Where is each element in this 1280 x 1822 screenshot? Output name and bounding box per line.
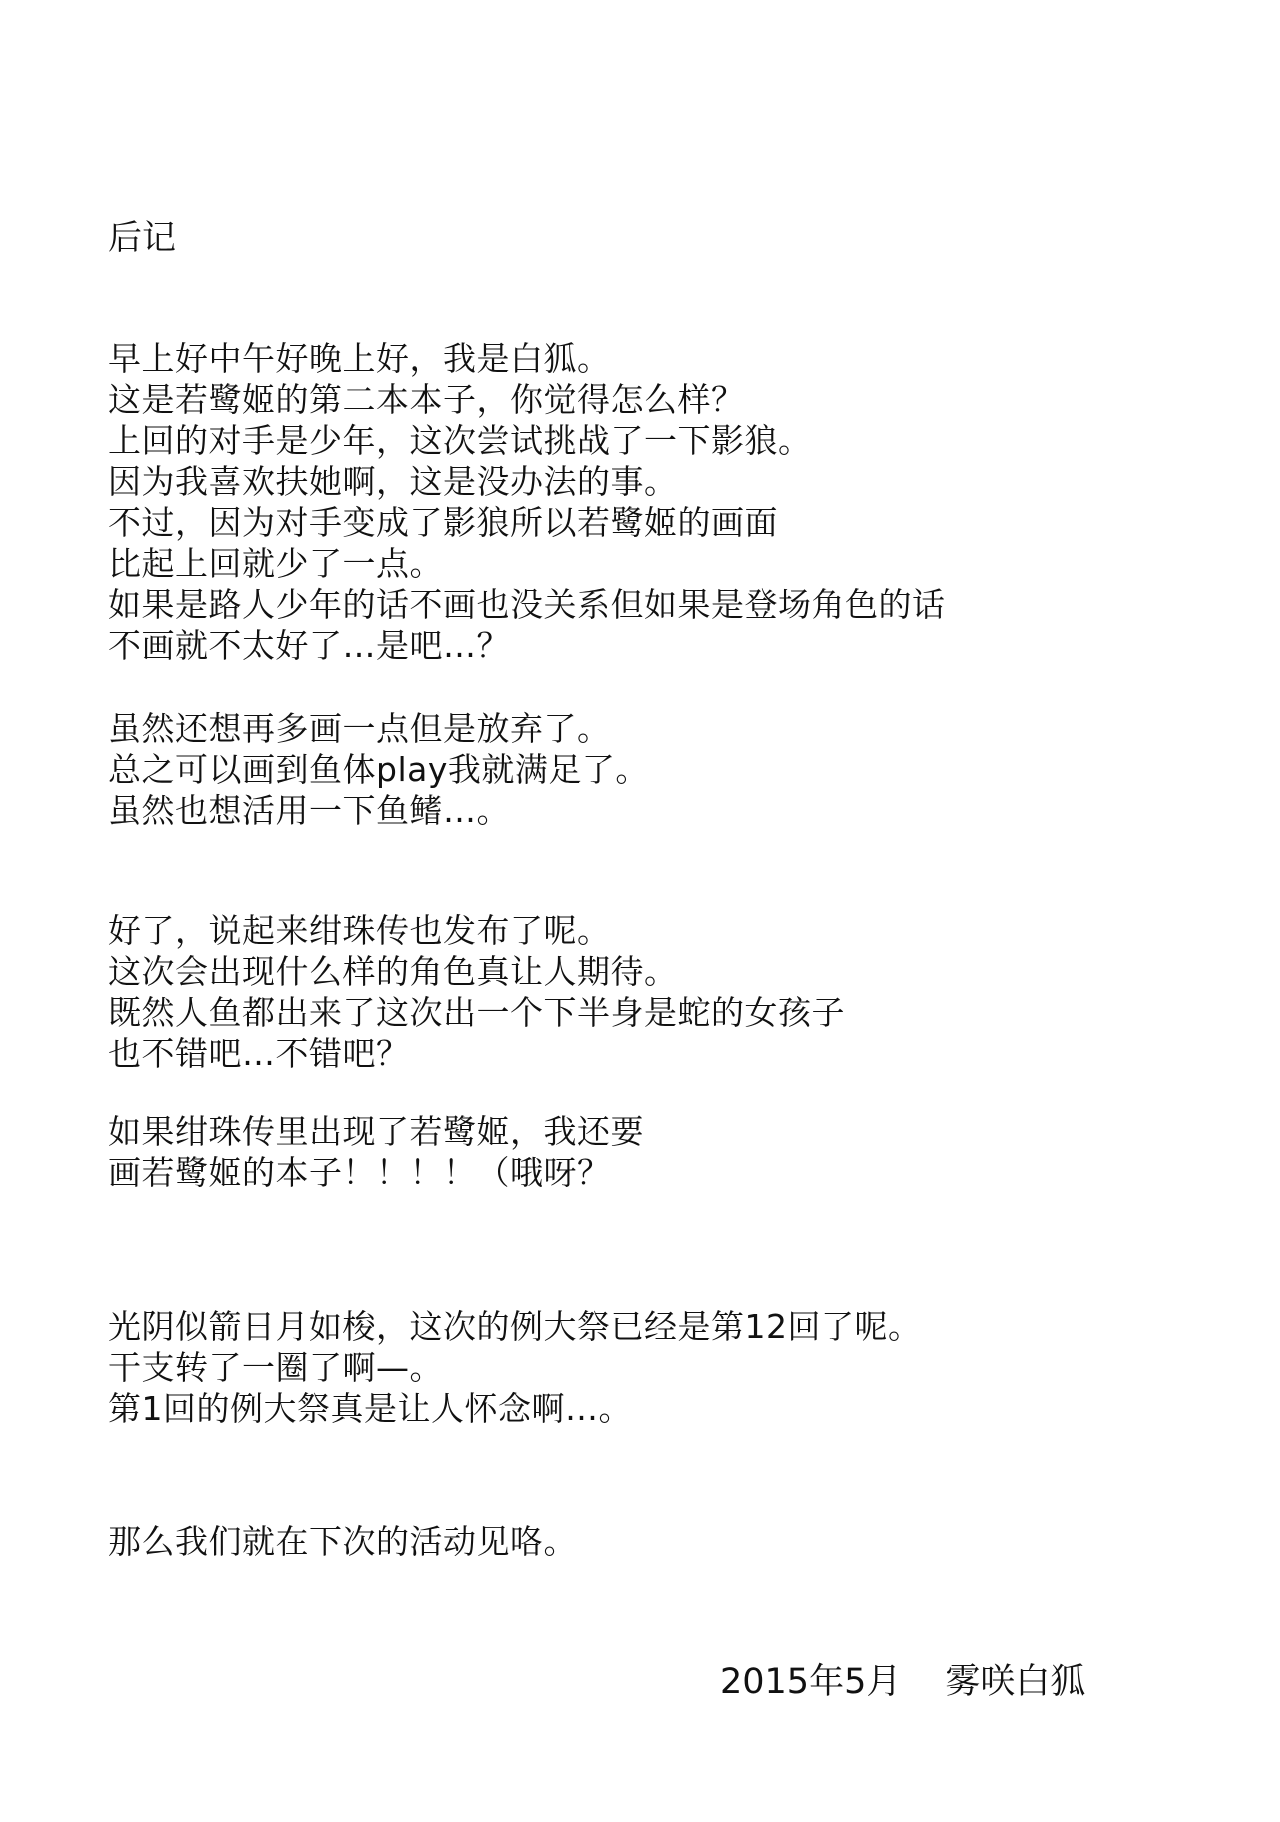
text-line: 总之可以画到鱼体play我就满足了。	[108, 750, 649, 789]
text-line: 画若鹭姬的本子！！！！（哦呀？	[108, 1153, 611, 1192]
text-line: 如果绀珠传里出现了若鹭姬，我还要	[108, 1112, 644, 1151]
paragraph-release-news	[108, 910, 845, 1074]
text-line: 比起上回就少了一点。	[108, 544, 443, 583]
text-line: 不过，因为对手变成了影狼所以若鹭姬的画面	[108, 503, 778, 542]
paragraph-future-plans	[108, 1111, 644, 1193]
signature-author: 雾咲白狐	[945, 1662, 1086, 1702]
text-line: 既然人鱼都出来了这次出一个下半身是蛇的女孩子	[108, 993, 845, 1032]
text-line: 那么我们就在下次的活动见咯。	[108, 1522, 577, 1561]
text-line: 第1回的例大祭真是让人怀念啊…。	[108, 1389, 632, 1428]
paragraph-greeting	[108, 338, 946, 666]
text-line: 好了，说起来绀珠传也发布了呢。	[108, 911, 611, 950]
text-line: 因为我喜欢扶她啊，这是没办法的事。	[108, 462, 678, 501]
signature	[720, 1660, 1085, 1704]
text-line: 早上好中午好晚上好，我是白狐。	[108, 339, 611, 378]
text-line: 如果是路人少年的话不画也没关系但如果是登场角色的话	[108, 585, 946, 624]
paragraph-event-history	[108, 1306, 922, 1429]
page-title: 后记	[108, 218, 176, 258]
text-line: 虽然也想活用一下鱼鳍…。	[108, 791, 510, 830]
paragraph-regret	[108, 708, 649, 831]
text-line: 干支转了一圈了啊—。	[108, 1348, 443, 1387]
text-line: 这次会出现什么样的角色真让人期待。	[108, 952, 678, 991]
text-line: 上回的对手是少年，这次尝试挑战了一下影狼。	[108, 421, 812, 460]
paragraph-farewell	[108, 1521, 577, 1562]
text-line: 这是若鹭姬的第二本本子，你觉得怎么样？	[108, 380, 745, 419]
text-line: 光阴似箭日月如梭，这次的例大祭已经是第12回了呢。	[108, 1307, 922, 1346]
text-line: 虽然还想再多画一点但是放弃了。	[108, 709, 611, 748]
signature-date: 2015年5月	[720, 1662, 902, 1702]
text-line: 不画就不太好了…是吧…？	[108, 626, 510, 665]
text-line: 也不错吧…不错吧？	[108, 1034, 410, 1073]
